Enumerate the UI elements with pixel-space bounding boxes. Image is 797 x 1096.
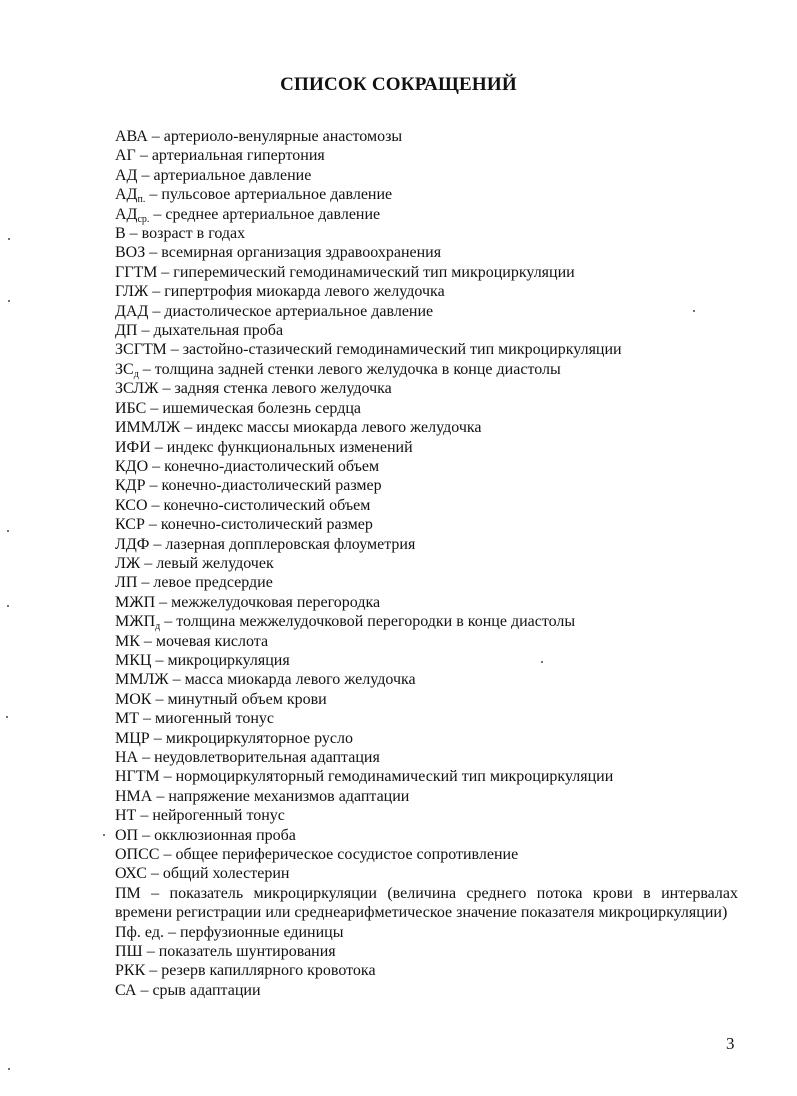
abbreviation-term: МЦР xyxy=(115,729,150,747)
abbreviation-item xyxy=(115,205,738,224)
abbreviation-definition: – индекс массы миокарда левого желудочка xyxy=(180,419,482,437)
abbreviation-definition: – артериальное давление xyxy=(137,166,312,184)
abbreviation-term: ОПСС xyxy=(115,846,160,864)
abbreviation-item xyxy=(115,282,738,301)
abbreviation-term: ГГТМ xyxy=(115,263,158,281)
abbreviation-item xyxy=(115,418,738,437)
abbreviation-item xyxy=(115,806,738,825)
abbreviation-term: ЛЖ xyxy=(115,554,141,572)
abbreviation-term: ЗСЛЖ xyxy=(115,380,159,398)
abbreviation-term: Пф. ед. xyxy=(115,923,164,941)
abbreviation-term: КДР xyxy=(115,477,146,495)
abbreviation-definition: – всемирная организация здравоохранения xyxy=(145,244,442,262)
abbreviation-term: ВОЗ xyxy=(115,244,146,262)
scan-speck xyxy=(7,530,9,532)
abbreviation-item xyxy=(115,535,738,554)
abbreviation-term: ОП xyxy=(115,826,139,844)
abbreviation-term: АД xyxy=(115,205,138,223)
abbreviation-definition: – перфузионные единицы xyxy=(163,923,344,941)
abbreviation-definition: – показатель микроциркуляции (величина среднего потока крови в интервалах времени регистрации или среднеарифметическое значение показателя микроциркуляции) xyxy=(115,884,738,922)
abbreviation-term: КДО xyxy=(115,457,149,475)
abbreviation-item xyxy=(115,573,738,592)
abbreviation-item xyxy=(115,243,738,262)
abbreviation-term: АГ xyxy=(115,147,136,165)
abbreviation-item xyxy=(115,340,738,359)
abbreviation-item xyxy=(115,884,738,923)
abbreviation-definition: – возраст в годах xyxy=(125,225,246,243)
abbreviation-item xyxy=(115,593,738,612)
abbreviation-definition: – неудовлетворительная адаптация xyxy=(138,749,380,766)
abbreviation-definition: – конечно-систолический размер xyxy=(144,516,373,534)
abbreviation-definition: – левый желудочек xyxy=(140,554,274,572)
abbreviation-item xyxy=(115,961,738,980)
abbreviation-definition: – лазерная допплеровская флоуметрия xyxy=(149,535,416,553)
abbreviation-definition: – дыхательная проба xyxy=(137,322,284,340)
abbreviation-definition: – гипертрофия миокарда левого желудочка xyxy=(148,283,445,301)
abbreviation-item xyxy=(115,767,738,786)
abbreviation-item xyxy=(115,864,738,883)
abbreviation-term: ИММЛЖ xyxy=(115,419,181,437)
abbreviation-term: ИФИ xyxy=(115,438,151,456)
abbreviation-definition: – миогенный тонус xyxy=(139,710,275,728)
abbreviation-definition: – срыв адаптации xyxy=(136,981,261,999)
abbreviation-item xyxy=(115,845,738,864)
abbreviation-item xyxy=(115,399,738,418)
abbreviation-item xyxy=(115,263,738,282)
abbreviation-term: МКЦ xyxy=(115,651,152,669)
abbreviation-term: МЖП xyxy=(115,593,156,611)
scan-speck xyxy=(541,661,543,663)
abbreviation-item xyxy=(115,923,738,942)
abbreviation-item xyxy=(115,379,738,398)
scan-speck xyxy=(693,310,695,312)
abbreviation-item xyxy=(115,632,738,651)
abbreviation-definition: – масса миокарда левого желудочка xyxy=(168,671,416,689)
abbreviation-definition: – общий холестерин xyxy=(146,865,290,883)
abbreviation-term: ЗСГТМ xyxy=(115,341,167,359)
abbreviation-item xyxy=(115,787,738,806)
abbreviation-item xyxy=(115,612,738,631)
abbreviation-definition: – пульсовое артериальное давление xyxy=(145,186,393,204)
abbreviation-term: МТ xyxy=(115,710,139,728)
abbreviation-definition: – мочевая кислота xyxy=(139,632,269,650)
abbreviation-definition: – показатель шунтирования xyxy=(142,943,336,961)
abbreviation-definition: – задняя стенка левого желудочка xyxy=(158,380,392,398)
abbreviation-item xyxy=(115,360,738,379)
abbreviation-item xyxy=(115,166,738,185)
abbreviation-item xyxy=(115,729,738,748)
abbreviation-term: КСР xyxy=(115,516,145,534)
abbreviation-definition: – минутный объем крови xyxy=(151,690,327,708)
abbreviation-definition: – среднее артериальное давление xyxy=(149,205,381,223)
abbreviation-subscript: д xyxy=(155,621,161,633)
abbreviation-term: НА xyxy=(115,749,139,766)
abbreviation-item xyxy=(115,457,738,476)
abbreviation-item xyxy=(115,127,738,146)
abbreviation-definition: – диастолическое артериальное давление xyxy=(148,302,434,320)
abbreviation-term: АД xyxy=(115,186,138,204)
abbreviation-item xyxy=(115,302,738,321)
scan-speck xyxy=(6,716,8,718)
abbreviation-item xyxy=(115,748,738,767)
abbreviation-item xyxy=(115,826,738,845)
abbreviation-term: АД xyxy=(115,166,138,184)
abbreviation-item xyxy=(115,942,738,961)
abbreviation-term: СА xyxy=(115,981,137,999)
abbreviation-term: МК xyxy=(115,632,140,650)
abbreviation-definition: – гиперемический гемодинамический тип микроциркуляции xyxy=(157,263,575,281)
abbreviation-term: КСО xyxy=(115,496,148,514)
abbreviation-definition: – конечно-систолический объем xyxy=(147,496,371,514)
abbreviation-item xyxy=(115,651,738,670)
abbreviation-term: ПШ xyxy=(115,943,143,961)
abbreviation-term: ИБС xyxy=(115,399,147,417)
abbreviation-term: НМА xyxy=(115,787,153,805)
abbreviation-definition: – резерв капиллярного кровотока xyxy=(145,962,376,980)
abbreviation-definition: – общее периферическое сосудистое сопротивление xyxy=(159,846,519,864)
abbreviation-item xyxy=(115,515,738,534)
page-title: СПИСОК СОКРАЩЕНИЙ xyxy=(280,74,517,95)
abbreviation-term: ЛДФ xyxy=(115,535,150,553)
abbreviation-definition: – ишемическая болезнь сердца xyxy=(146,399,362,417)
abbreviation-item xyxy=(115,554,738,573)
abbreviation-item xyxy=(115,670,738,689)
abbreviation-subscript: д xyxy=(133,368,139,380)
abbreviation-definition: – окклюзионная проба xyxy=(138,826,296,844)
abbreviation-definition: – напряжение механизмов адаптации xyxy=(152,787,410,805)
scan-speck xyxy=(8,238,10,240)
abbreviation-term: ОХС xyxy=(115,865,147,883)
abbreviation-term: ЛП xyxy=(115,574,138,592)
abbreviation-definition: – конечно-диастолический размер xyxy=(145,477,382,495)
abbreviation-term: ГЛЖ xyxy=(115,283,149,301)
abbreviation-term: НТ xyxy=(115,807,137,825)
scan-speck xyxy=(8,300,10,302)
abbreviation-term: МОК xyxy=(115,690,152,708)
abbreviation-term: МЖП xyxy=(115,613,156,631)
abbreviation-definition: – конечно-диастолический объем xyxy=(148,457,380,475)
abbreviation-list xyxy=(115,127,738,1000)
abbreviation-term: ЗС xyxy=(115,360,134,378)
abbreviation-definition: – межжелудочковая перегородка xyxy=(155,593,381,611)
abbreviation-definition: – индекс функциональных изменений xyxy=(150,438,413,456)
abbreviation-term: АВА xyxy=(115,128,148,145)
abbreviation-term: ММЛЖ xyxy=(115,671,169,689)
abbreviation-item xyxy=(115,476,738,495)
abbreviation-subscript: п. xyxy=(137,194,146,206)
abbreviation-item xyxy=(115,709,738,728)
abbreviation-definition: – микроциркуляция xyxy=(151,651,290,669)
abbreviation-item xyxy=(115,146,738,165)
abbreviation-item xyxy=(115,185,738,204)
abbreviation-term: В xyxy=(115,225,126,243)
scan-speck xyxy=(7,605,9,607)
abbreviation-item xyxy=(115,438,738,457)
abbreviation-item xyxy=(115,321,738,340)
abbreviation-definition: – микроциркуляторное русло xyxy=(149,729,353,747)
scan-speck xyxy=(103,834,105,836)
abbreviation-definition: – толщина задней стенки левого желудочка в конце диастолы xyxy=(138,360,561,378)
abbreviation-item xyxy=(115,496,738,515)
abbreviation-definition: – левое предсердие xyxy=(137,574,273,592)
abbreviation-subscript: ср. xyxy=(137,213,150,225)
scan-speck xyxy=(8,1068,10,1070)
abbreviation-definition: – толщина межжелудочковой перегородки в конце диастолы xyxy=(160,613,576,631)
abbreviation-definition: – артериоло-венулярные анастомозы xyxy=(147,128,403,145)
abbreviation-definition: – нейрогенный тонус xyxy=(136,807,285,825)
abbreviation-term: НГТМ xyxy=(115,768,160,786)
abbreviation-item xyxy=(115,981,738,1000)
abbreviation-term: РКК xyxy=(115,962,146,980)
abbreviation-term: ДП xyxy=(115,322,138,340)
abbreviation-item xyxy=(115,224,738,243)
abbreviation-definition: – нормоциркуляторный гемодинамический тип микроциркуляции xyxy=(159,768,614,786)
abbreviation-term: ДАД xyxy=(115,302,149,320)
abbreviation-item xyxy=(115,690,738,709)
page-number: 3 xyxy=(726,1034,735,1053)
abbreviation-term: ПМ xyxy=(115,884,141,902)
abbreviation-definition: – застойно-стазический гемодинамический тип микроциркуляции xyxy=(166,341,622,359)
abbreviation-definition: – артериальная гипертония xyxy=(135,147,325,165)
